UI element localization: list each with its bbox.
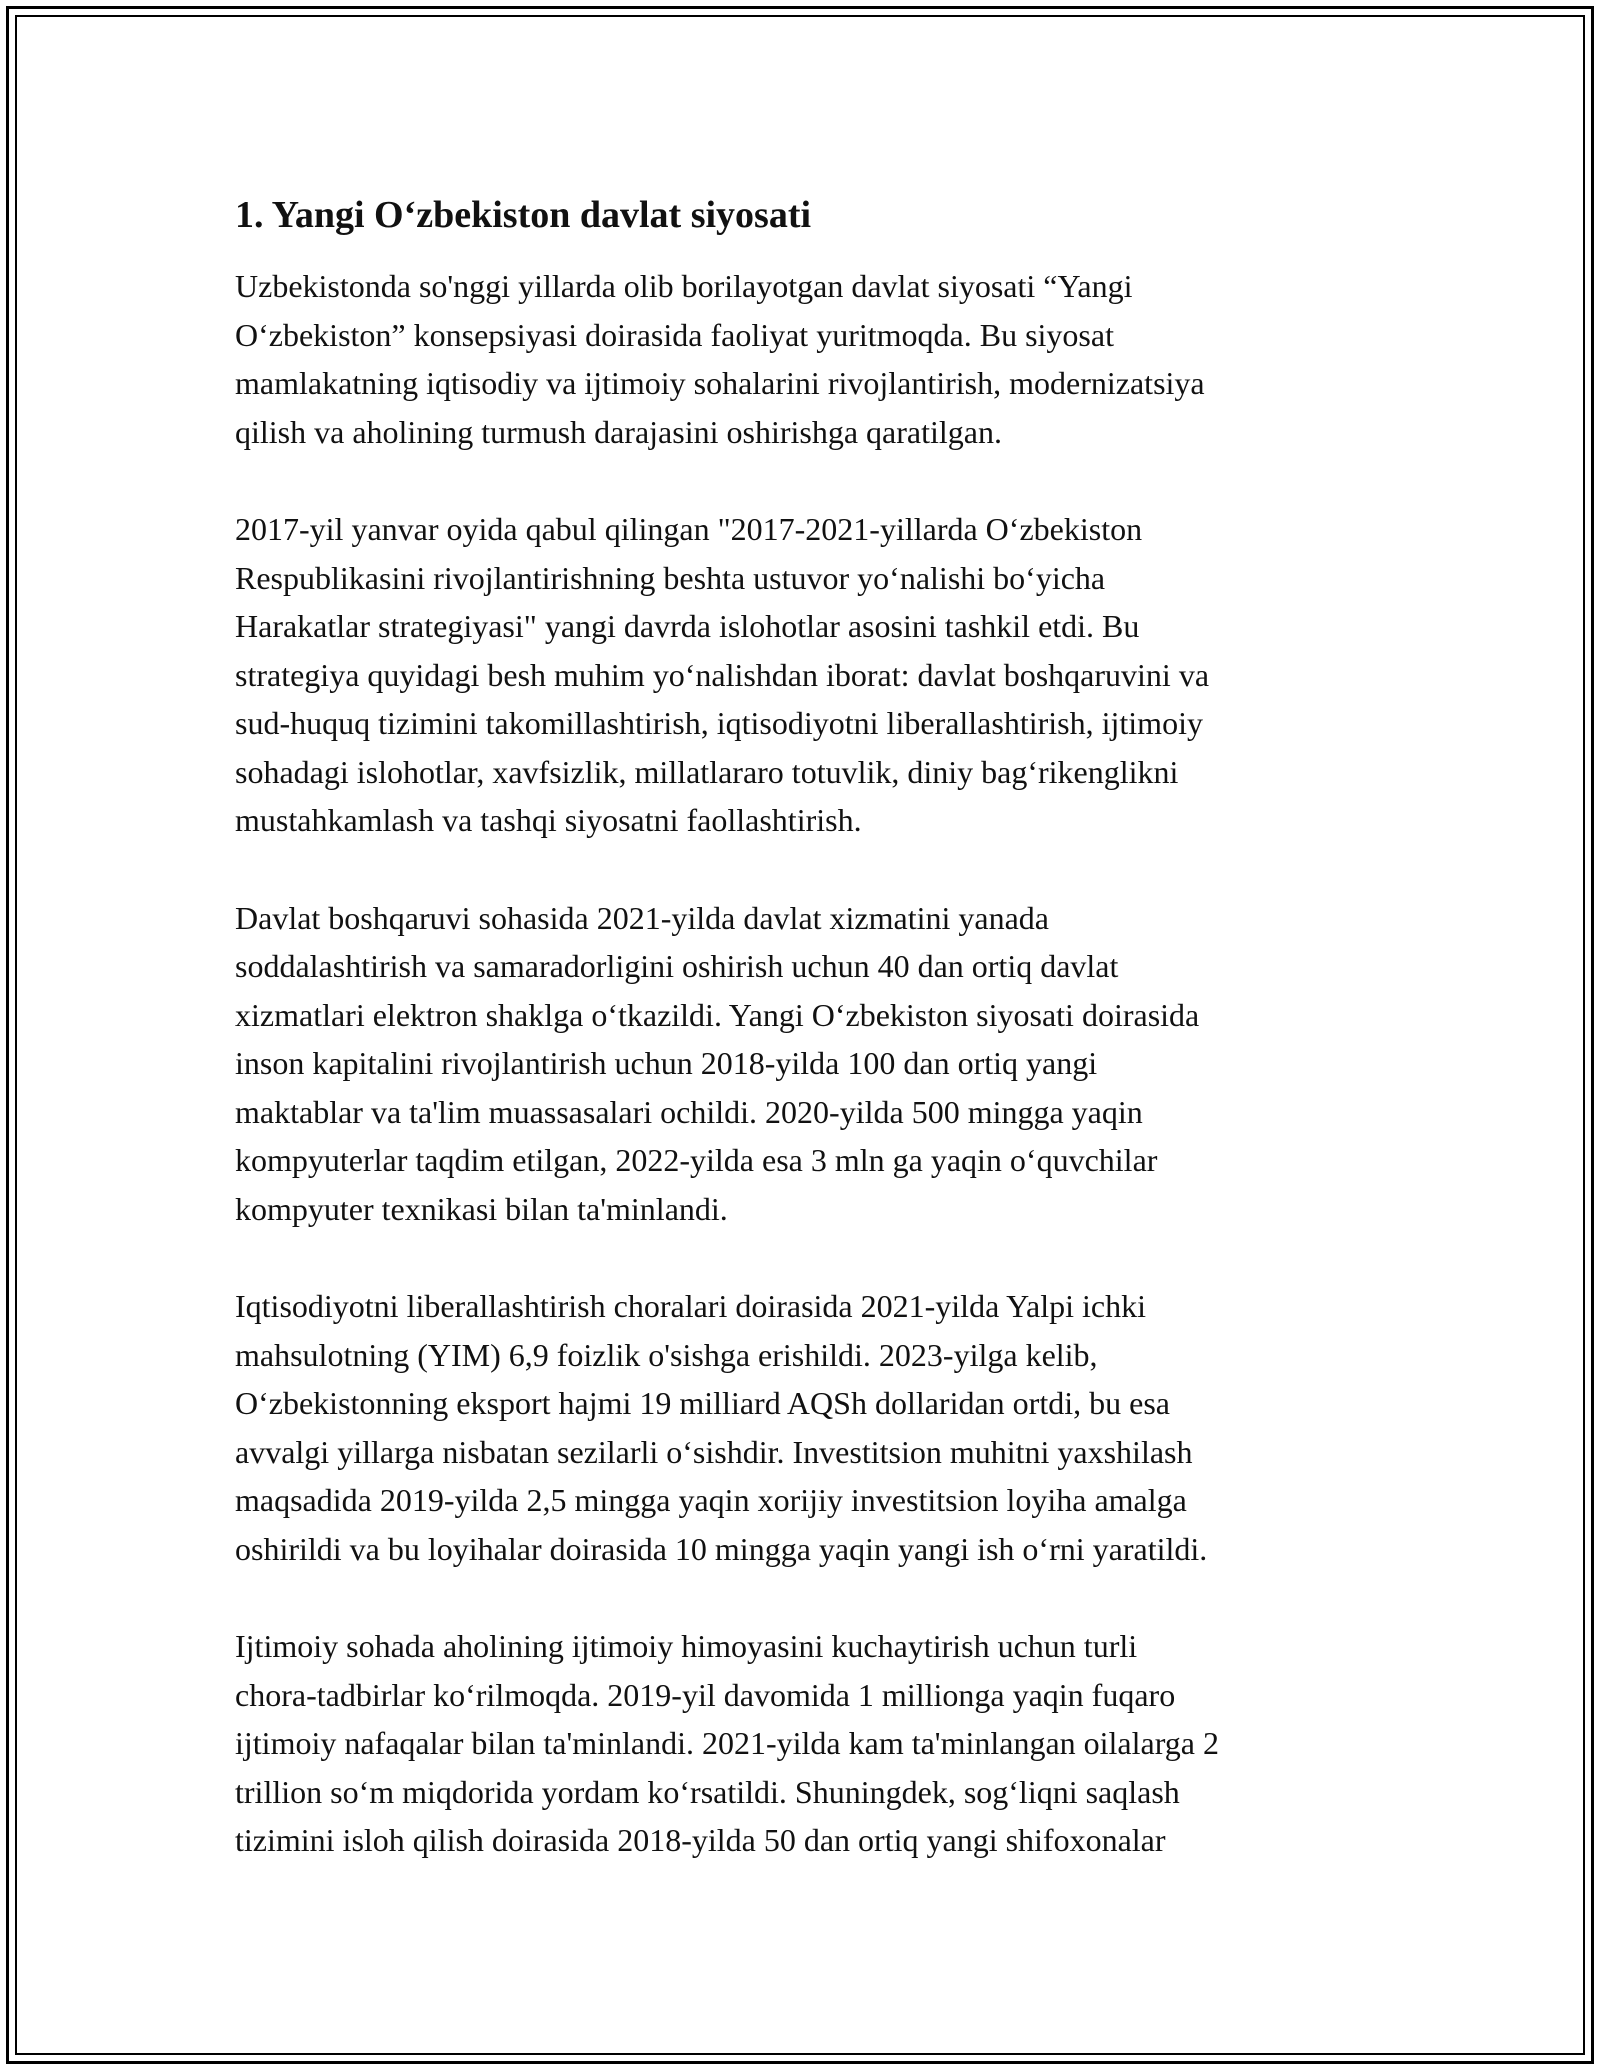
paragraph-social: Ijtimoiy sohada aholining ijtimoiy himoyasini kuchaytirish uchun turli chora-tadbirlar ko‘rilmoqda. 2019-yil davomida 1 millionga yaqin fuqaro ijtimoiy nafaqalar bilan ta'minlandi. 2021-yilda kam ta'minlangan oilalarga 2 trillion so‘m miqdorida yordam ko‘rsatildi. Shuningdek, sog‘liqni saqlash tizimini isloh qilish doirasida 2018-yilda 50 dan ortiq yangi shifoxonalar bbox=[235, 1628, 1219, 1858]
paragraph-strategy: 2017-yil yanvar oyida qabul qilingan "2017-2021-yillarda O‘zbekiston Respublikasini rivojlantirishning beshta ustuvor yo‘nalishi bo‘yicha Harakatlar strategiyasi" yangi davrda islohotlar asosini tashkil etdi. Bu strategiya quyidagi besh muhim yo‘nalishdan iborat: davlat boshqaruvini va sud-huquq tizimini takomillashtirish, iqtisodiyotni liberallashtirish, ijtimoiy sohadagi islohotlar, xavfsizlik, millatlararo totuvlik, diniy bag‘rikenglikni mustahkamlash va tashqi siyosatni faollashtirish. bbox=[235, 511, 1210, 838]
paragraph-economy: Iqtisodiyotni liberallashtirish choralari doirasida 2021-yilda Yalpi ichki mahsulotning (YIM) 6,9 foizlik o'sishga erishildi. 2023-yilga kelib, O‘zbekistonning eksport hajmi 19 milliard AQSh dollaridan ortdi, bu esa avvalgi yillarga nisbatan sezilarli o‘sishdir. Investitsion muhitni yaxshilash maqsadida 2019-yilda 2,5 mingga yaqin xorijiy investitsion loyiha amalga oshirildi va bu loyihalar doirasida 10 mingga yaqin yangi ish o‘rni yaratildi. bbox=[235, 1288, 1208, 1567]
document-body bbox=[235, 190, 1395, 1914]
document-title: 1. Yangi O‘zbekiston davlat siyosati bbox=[235, 194, 812, 236]
paragraph-governance: Davlat boshqaruvi sohasida 2021-yilda davlat xizmatini yanada soddalashtirish va samaradorligini oshirish uchun 40 dan ortiq davlat xizmatlari elektron shaklga o‘tkazildi. Yangi O‘zbekiston siyosati doirasida inson kapitalini rivojlantirish uchun 2018-yilda 100 dan ortiq yangi maktablar va ta'lim muassasalari ochildi. 2020-yilda 500 mingga yaqin kompyuterlar taqdim etilgan, 2022-yilda esa 3 mln ga yaqin o‘quvchilar kompyuter texnikasi bilan ta'minlandi. bbox=[235, 899, 1200, 1227]
paragraph-intro: Uzbekistonda so'nggi yillarda olib borilayotgan davlat siyosati “Yangi O‘zbekiston” konsepsiyasi doirasida faoliyat yuritmoqda. Bu siyosat mamlakatning iqtisodiy va ijtimoiy sohalarini rivojlantirish, modernizatsiya qilish va aholining turmush darajasini oshirishga qaratilgan. bbox=[235, 268, 1205, 450]
